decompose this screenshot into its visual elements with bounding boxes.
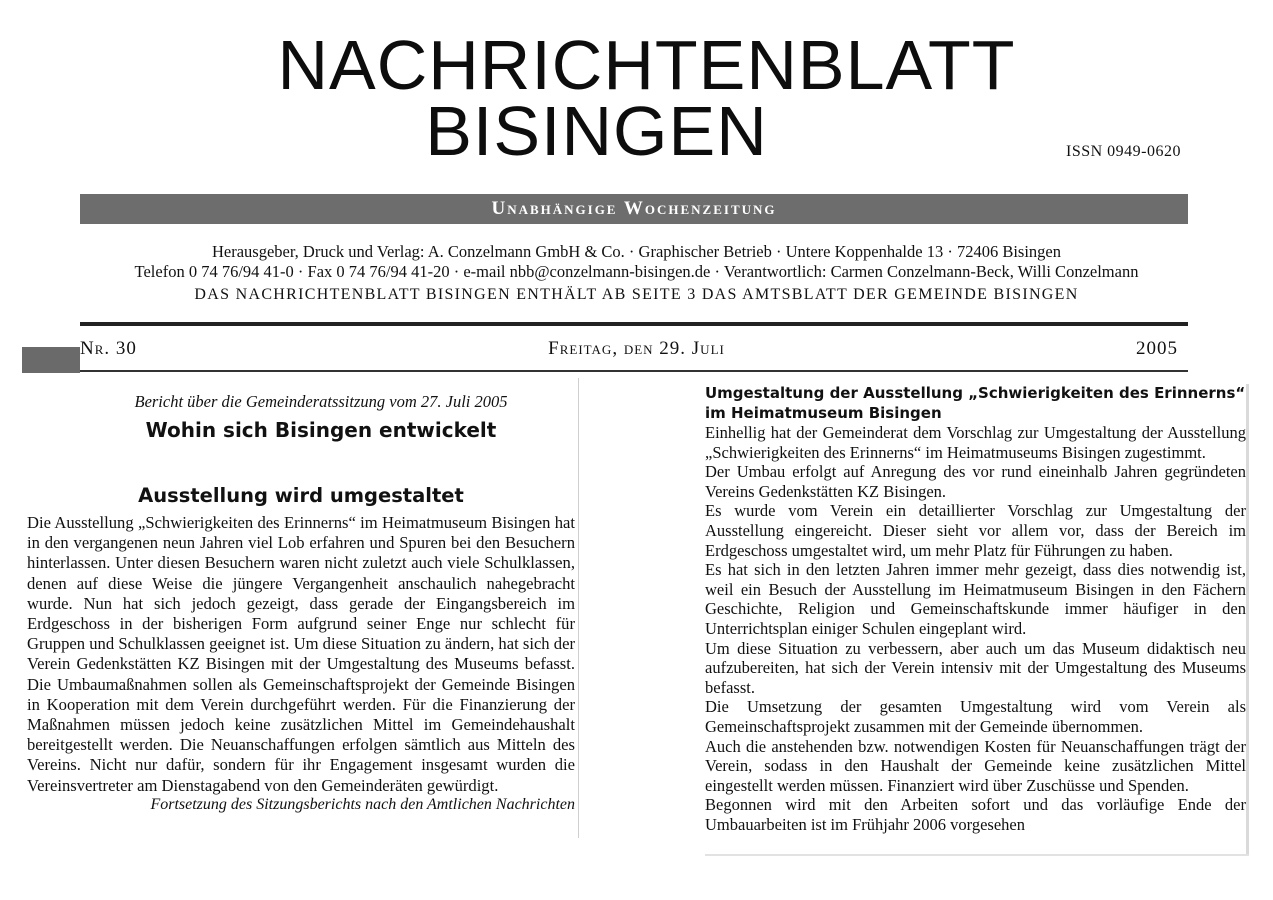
article-continuation: Fortsetzung des Sitzungsberichts nach den Amtlichen Nachrichten bbox=[150, 795, 575, 813]
divider-top bbox=[80, 322, 1188, 326]
right-article bbox=[705, 384, 1246, 834]
article-body: Die Ausstellung „Schwierigkeiten des Erinnerns“ im Heimatmuseum Bisingen hat in den vergangenen neun Jahren viel Lob erfahren und Spuren bei den Besuchern hinterlassen. Unter diesen Besuchern waren nicht zuletzt auch viele Schulklassen, denen auf diese Weise die jüngere Vergangenheit anschaulich nahegebracht wurde. Nun hat sich jedoch gezeigt, dass gerade der Eingangsbereich im Erdgeschoss in der bisherigen Form aufgrund seiner Enge nur schlecht für Gruppen und Schulklassen geeignet ist. Um diese Situation zu ändern, hat sich der Verein Gedenkstätten KZ Bisingen mit der Umgestaltung des Museums befasst. Die Umbaumaßnahmen sollen als Gemeinschaftsprojekt der Gemeinde Bisingen in Kooperation mit dem Verein durchgeführt werden. Für die Finanzierung der Maßnahmen müssen jedoch keine zusätzlichen Mittel im Gemeindehaushalt bereitgestellt werden. Die Neuanschaffungen erfolgen sämtlich aus Mitteln des Vereins. Nicht nur dafür, sondern für ihr Engagement insgesamt wurden die Vereinsvertreter am Dienstagabend von den Gemeinderäten gewürdigt. bbox=[27, 513, 575, 795]
right-paragraph: Der Umbau erfolgt auf Anregung des vor rund eineinhalb Jahren gegründeten Vereins Gedenkstätten KZ Bisingen. bbox=[705, 462, 1246, 501]
issue-number: Nr. 30 bbox=[80, 338, 137, 359]
article-subheadline: Ausstellung wird umgestaltet bbox=[138, 484, 464, 507]
masthead-title-line2: BISINGEN bbox=[425, 92, 768, 170]
clipping-shadow-bottom bbox=[705, 854, 1249, 856]
issn-number: ISSN 0949-0620 bbox=[1066, 143, 1182, 160]
masthead-title-line1: NACHRICHTENBLATT bbox=[277, 26, 1016, 104]
right-paragraph: Es wurde vom Verein ein detaillierter Vorschlag zur Umgestaltung der Ausstellung eingereicht. Dieser sieht vor allem vor, dass der Bereich im Erdgeschoss umgestaltet wird, um mehr Platz für Führungen zu haben. bbox=[705, 501, 1246, 560]
right-paragraph: Es hat sich in den letzten Jahren immer mehr gezeigt, dass dies notwendig ist, weil ein Besuch der Ausstellung im Heimatmuseum Bisingen in den Fächern Geschichte, Religion und Gemeinschaftskunde immer häufiger in den Unterrichtsplan einiger Schulen eingeplant wird. bbox=[705, 560, 1246, 638]
clipping-shadow-right bbox=[1246, 384, 1249, 854]
right-paragraph: Einhellig hat der Gemeinderat dem Vorschlag zur Umgestaltung der Ausstellung „Schwierigkeiten des Erinnerns“ im Heimatmuseums Bisingen zugestimmt. bbox=[705, 423, 1246, 462]
right-paragraph: Um diese Situation zu verbessern, aber auch um das Museum didaktisch neu aufzubereiten, hat sich der Verein intensiv mit der Umgestaltung des Museums befasst. bbox=[705, 638, 1246, 697]
column-separator bbox=[578, 378, 579, 838]
article-headline: Wohin sich Bisingen entwickelt bbox=[145, 418, 497, 442]
issue-date: Freitag, den 29. Juli bbox=[548, 338, 725, 359]
amtsblatt-notice: DAS NACHRICHTENBLATT BISINGEN ENTHÄLT AB SEITE 3 DAS AMTSBLATT DER GEMEINDE BISINGEN bbox=[194, 286, 1079, 303]
issue-year: 2005 bbox=[1136, 338, 1178, 359]
right-paragraph: Begonnen wird mit den Arbeiten sofort und das vorläufige Ende der Umbauarbeiten ist im Frühjahr 2006 vorgesehen bbox=[705, 795, 1246, 834]
article-meta: Bericht über die Gemeinderatssitzung vom 27. Juli 2005 bbox=[134, 392, 508, 411]
right-article-headline: Umgestaltung der Ausstellung „Schwierigkeiten des Erinnerns“ im Heimatmuseum Bisingen bbox=[705, 384, 1246, 422]
publisher-line-2: Telefon 0 74 76/94 41-0 · Fax 0 74 76/94 41-20 · e-mail nbb@conzelmann-bisingen.de · Verantwortlich: Carmen Conzelmann-Beck, Willi Conzelmann bbox=[134, 262, 1139, 281]
right-paragraph: Die Umsetzung der gesamten Umgestaltung wird vom Verein als Gemeinschaftsprojekt zusammen mit der Gemeinde übernommen. bbox=[705, 697, 1246, 736]
subtitle-band: Unabhängige Wochenzeitung bbox=[80, 194, 1188, 224]
divider-bottom bbox=[80, 370, 1188, 372]
publisher-line-1: Herausgeber, Druck und Verlag: A. Conzelmann GmbH & Co. · Graphischer Betrieb · Untere Koppenhalde 13 · 72406 Bisingen bbox=[211, 242, 1062, 261]
right-paragraph: Auch die anstehenden bzw. notwendigen Kosten für Neuanschaffungen trägt der Verein, sodass in den Haushalt der Gemeinde keine zusätzlichen Mittel eingestellt werden müssen. Finanziert wird über Zuschüsse und Spenden. bbox=[705, 736, 1246, 795]
left-article bbox=[27, 392, 575, 814]
